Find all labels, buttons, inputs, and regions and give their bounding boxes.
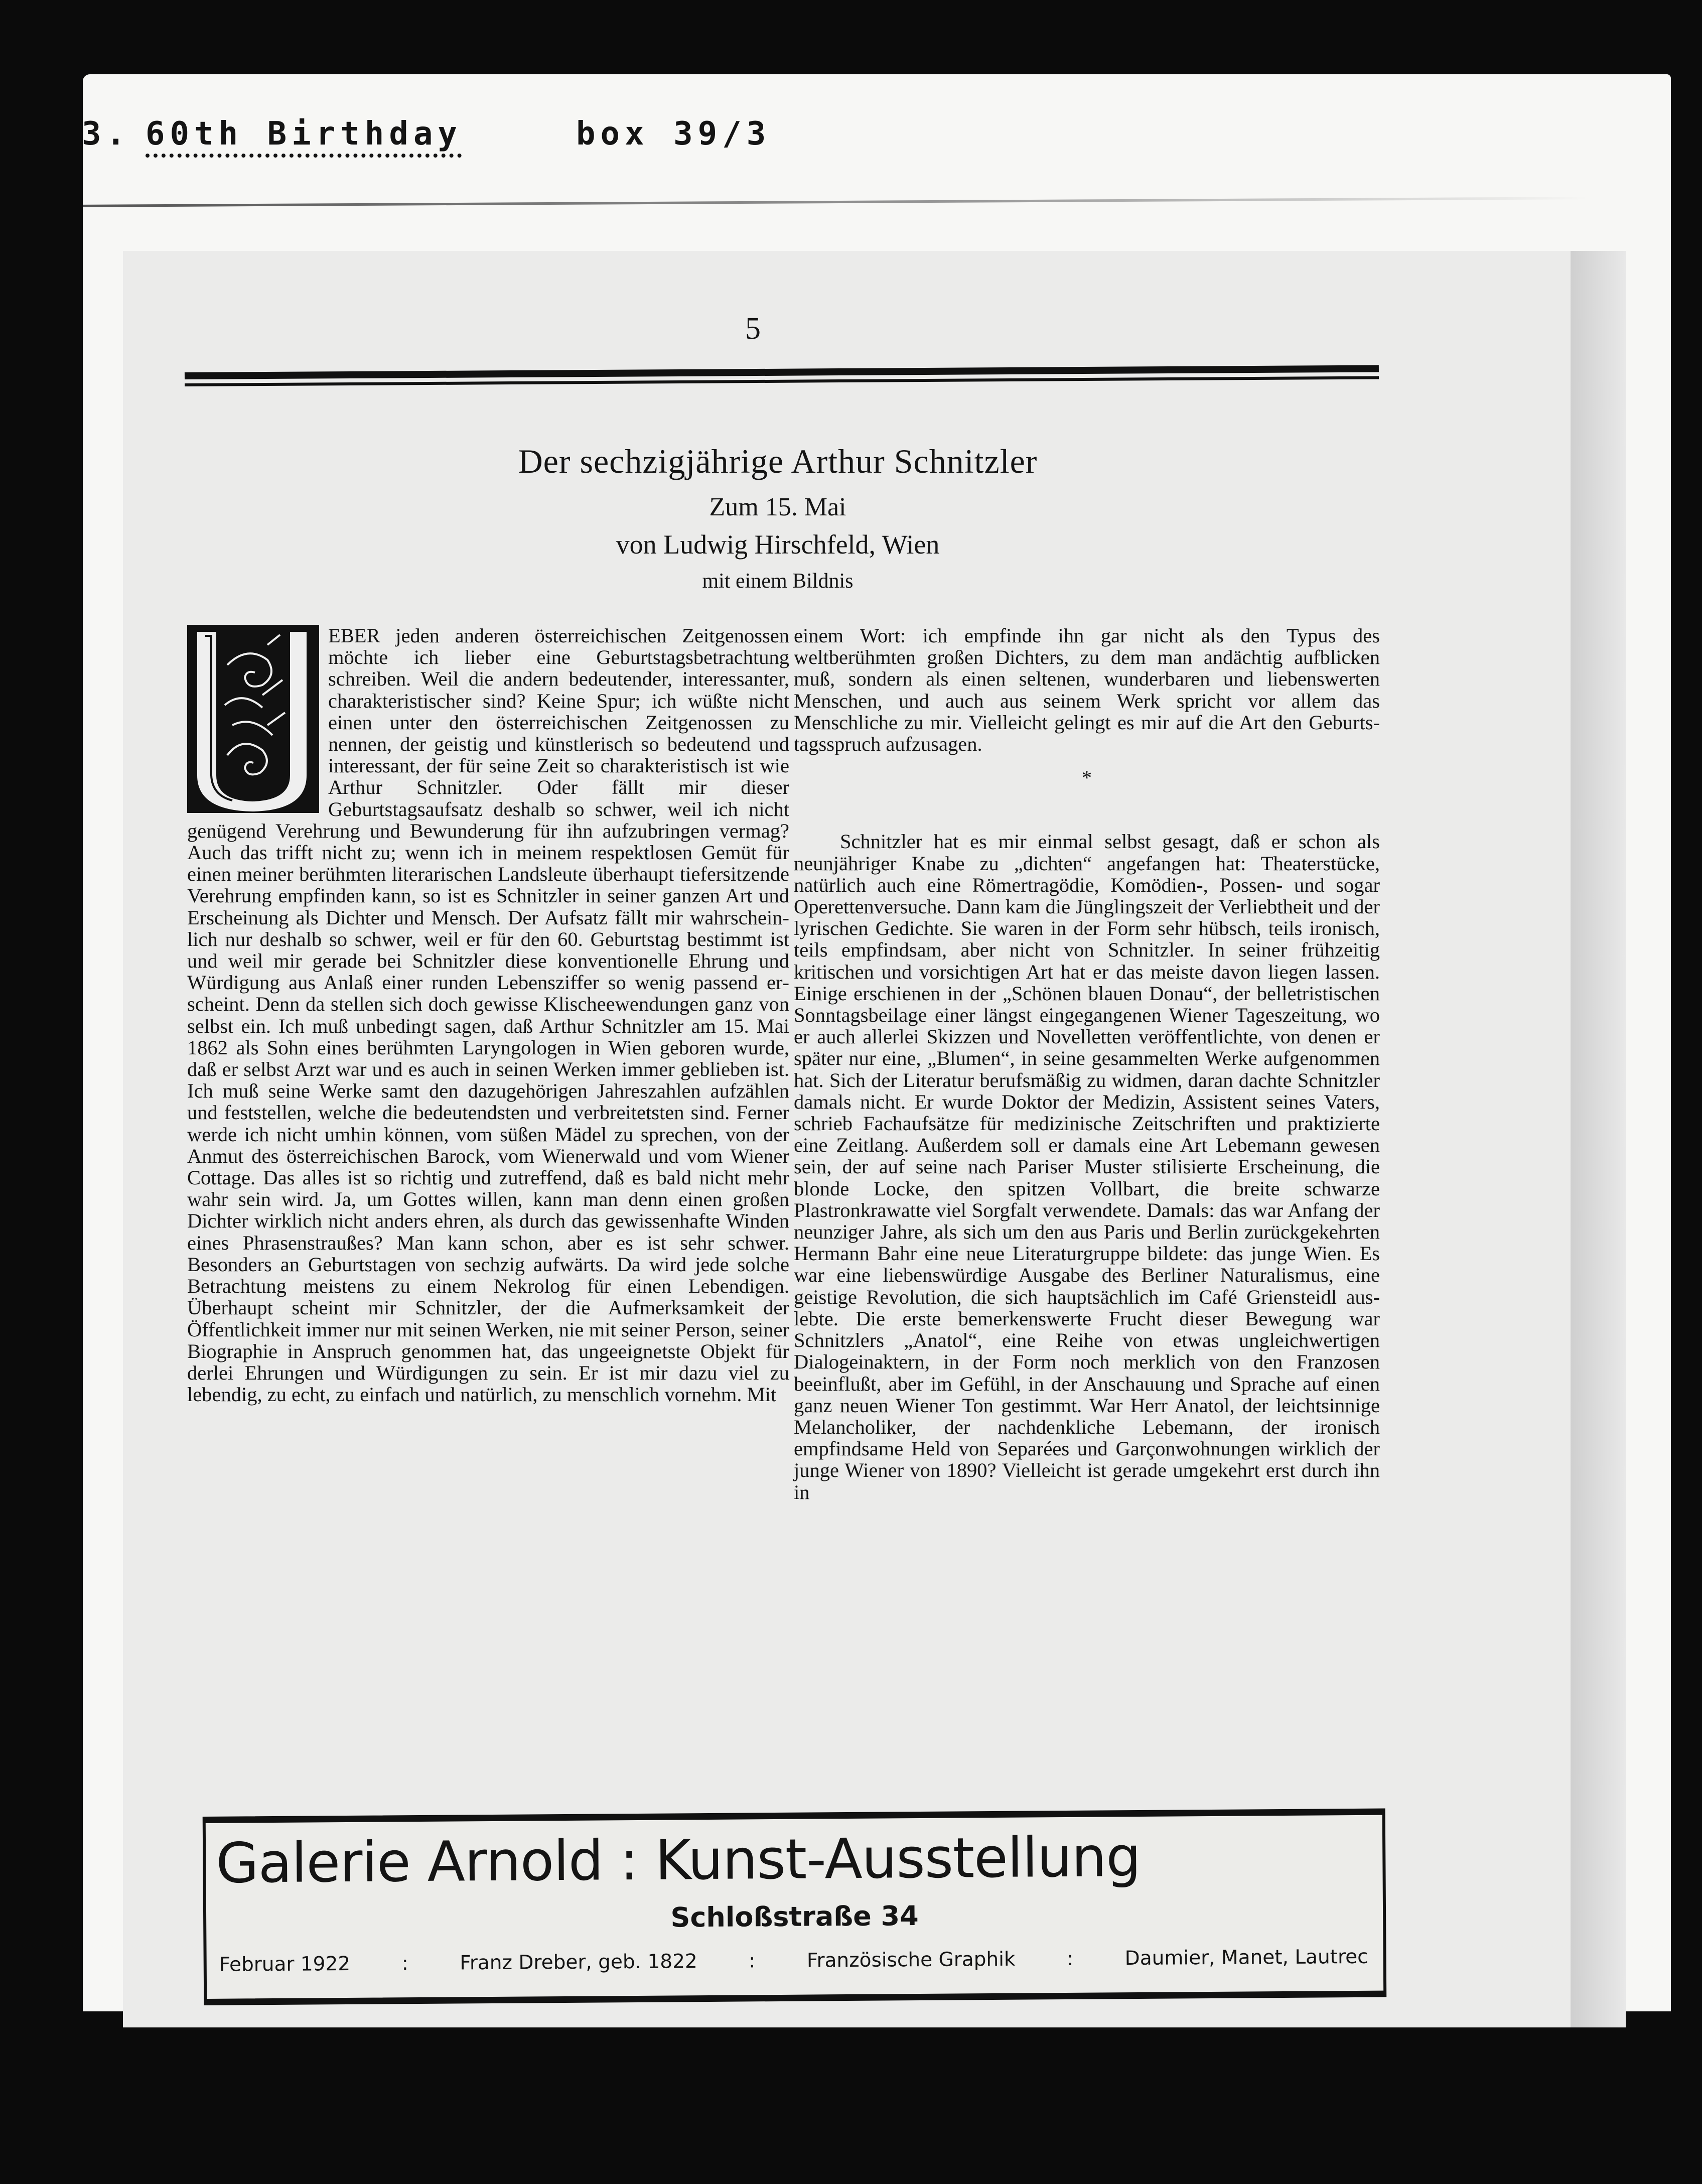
page-number: 5 [745,312,761,346]
ad-footer-separator: : [1066,1947,1074,1970]
advertisement-box [203,1809,1387,2005]
ad-footer-item: Französische Graphik [806,1948,1016,1972]
article-subtitle: Zum 15. Mai [709,493,846,521]
page-edge-shadow [1571,251,1626,2027]
ad-headline: Galerie Arnold : Kunst-Ausstellung [215,1824,1141,1895]
article-paragraph: EBER jeden anderen österreichischen Zeitgenossen möchte ich lieber eine Geburtstagsbetrachtung schreiben. Weil die andern bedeutender, interessanter, charakteristischer sind? Keine Spur; ich wüßte nicht einen unter den österreichischen Zeitgenossen zu nennen, der geistig und künstlerisch so bedeutend und interessant, der für seine Zeit so charakteristisch ist wie Arthur Schnitzler. Oder fällt mir dieser Geburtstagsaufsatz deshalb so schwer, weil ich nicht genügend Verehrung und Bewunderung für ihn aufzubringen vermag? Auch das trifft nicht zu; wenn ich in meinem respektlosen Gemüt für einen meiner berühmten literarischen Landsleute überhaupt tiefersitzende Verehrung empfinden kann, so ist es Schnitzler in seiner ganzen Art und Erscheinung als Dichter und Mensch. Der Aufsatz fällt mir wahrscheinlich nur deshalb so schwer, weil er für den 60. Geburtstag bestimmt ist und weil mir gerade bei Schnitzler diese konventionelle Ehrung und Würdigung aus Anlaß einer runden Lebensziffer so wenig passend erscheint. Denn da stellen sich doch gewisse Klischeewendungen ganz von selbst ein. Ich muß unbedingt sagen, daß Arthur Schnitzler am 15. Mai 1862 als Sohn eines berühmten Laryngologen in Wien geboren wurde, daß er selbst Arzt war und es auch in seinen Werken immer geblieben ist. Ich muß seine Werke samt den dazugehörigen Jahreszahlen aufzählen und feststellen, welche die bedeutendsten und verbreitetsten sind. Ferner werde ich nicht umhin können, vom süßen Mädel zu sprechen, von der Anmut des österreichischen Barock, vom Wienerwald und vom Wiener Cottage. Das alles ist so richtig und zutreffend, daß es bald nicht mehr wahr sein wird. Ja, um Gottes willen, kann man denn einen großen Dichter wirklich nicht anders ehren, als durch das gewissenhafte Winden eines Phrasenstraußes? Man kann schon, aber es ist sehr schwer. Besonders an Geburtstagen von sechzig aufwärts. Da wird jede solche Betrachtung meistens zu einem Nekrolog für einen Lebendigen. Überhaupt scheint mir Schnitzler, der die Aufmerksamkeit der Öffentlichkeit immer nur mit seinen Werken, nie mit seiner Person, seiner Biographie in Anspruch genommen hat, das ungeeignetste Objekt für derlei Ehrungen und Würdigungen zu sein. Er ist mir dazu viel zu lebendig, zu echt, zu einfach und natürlich, zu menschlich vornehm. Mit [187,624,789,1406]
folder-label [0,115,903,191]
article-note: mit einem Bildnis [702,570,854,593]
article-paragraph: Schnitzler hat es mir einmal selbst gesagt, daß er schon als neunjähriger Knabe zu „dichten“ angefangen hat: Theaterstücke, natürlich auch eine Römertragödie, Komödien-, Possen- und sogar Operettenversuche. Dann kam die Jünglingszeit der Verliebtheit und der lyrischen Gedichte. Sie waren in der Form sehr hübsch, teils ironisch, teils empfindsam, aber nicht von Schnitzler. In seiner frühzeitig kritischen und vorsichtigen Art hat er das meiste davon liegen lassen. Einige erschienen in der „Schönen blauen Donau“, der belletristischen Sonntagsbeilage einer längst eingegangenen Wiener Tageszeitung, wo er auch allerlei Skizzen und Novelletten veröffentlichte, von denen er später nur eine, „Blumen“, in seine gesammelten Werke aufgenommen hat. Sich der Literatur berufsmäßig zu widmen, daran dachte Schnitzler damals nicht. Er wurde Doktor der Medizin, Assistent seines Vaters, schrieb Fachaufsätze für medizinische Zeitschriften und praktizierte eine Zeitlang. Außerdem soll er damals eine Art Lebemann gewesen sein, der auf seine nach Pariser Muster stilisierte Erscheinung, die blonde Locke, den spitzen Vollbart, die breite schwarze Plastronkrawatte viel Sorgfalt verwendete. Damals: das war Anfang der neunziger Jahre, als sich um den aus Paris und Berlin zurückgekehrten Hermann Bahr eine neue Literaturgruppe bildete: das junge Wien. Es war eine liebenswürdige Ausgabe des Berliner Naturalismus, eine geistige Revolution, die sich hauptsächlich im Café Griensteidl auslebte. Die erste bemerkenswerte Frucht dieser Bewegung war Schnitzlers „Anatol“, eine Reihe von etwas ungleichwertigen Dialogeinaktern, in der Form noch merklich von den Franzosen beeinflußt, aber im Gefühl, in der Anschauung und Sprache auf einen ganz neuen Wiener Ton gestimmt. War Herr Anatol, der leichtsinnige Melancholiker, der nachdenkliche Lebemann, der ironisch empfindsame Held von Separées und Garçonwohnungen wirklich der junge Wiener von 1890? Vielleicht ist gerade umgekehrt erst durch ihn in [794,830,1380,1504]
ad-footer-item: Daumier, Manet, Lautrec [1124,1945,1368,1970]
section-separator-asterisk: * [1082,766,1092,789]
article-header [401,442,1154,593]
dropcap-u-ornament-icon [187,625,319,813]
article-title: Der sechzigjährige Arthur Schnitzler [518,442,1038,480]
folder-box-number: box 39/3 [576,115,771,153]
ad-footer-separator: : [749,1950,756,1973]
ad-footer-separator: : [401,1952,408,1975]
folder-label-title: 60th Birthday [146,115,462,153]
article-column-right [794,625,1380,1503]
article-column-left [187,625,789,1405]
ad-footer-item: Franz Dreber, geb. 1822 [460,1950,697,1975]
folder-label-prefix: 3. [82,115,131,153]
ad-address: Schloßstraße 34 [670,1900,919,1934]
article-author: von Ludwig Hirschfeld, Wien [616,529,940,560]
ad-footer-item: Februar 1922 [219,1952,351,1976]
article-paragraph: einem Wort: ich empfinde ihn gar nicht als den Typus des weltberühmten großen Dichters, zu dem man andächtig aufblicken muß, sondern als einen seltenen, wunderbaren und liebenswerten Menschen, und auch aus seinem Werk spricht vor allem das Menschliche zu mir. Vielleicht gelingt es mir auf die Art den Geburtstagsspruch aufzusagen. [794,624,1380,756]
ad-footer [219,1946,1368,1976]
ornamental-dropcap [187,625,319,813]
